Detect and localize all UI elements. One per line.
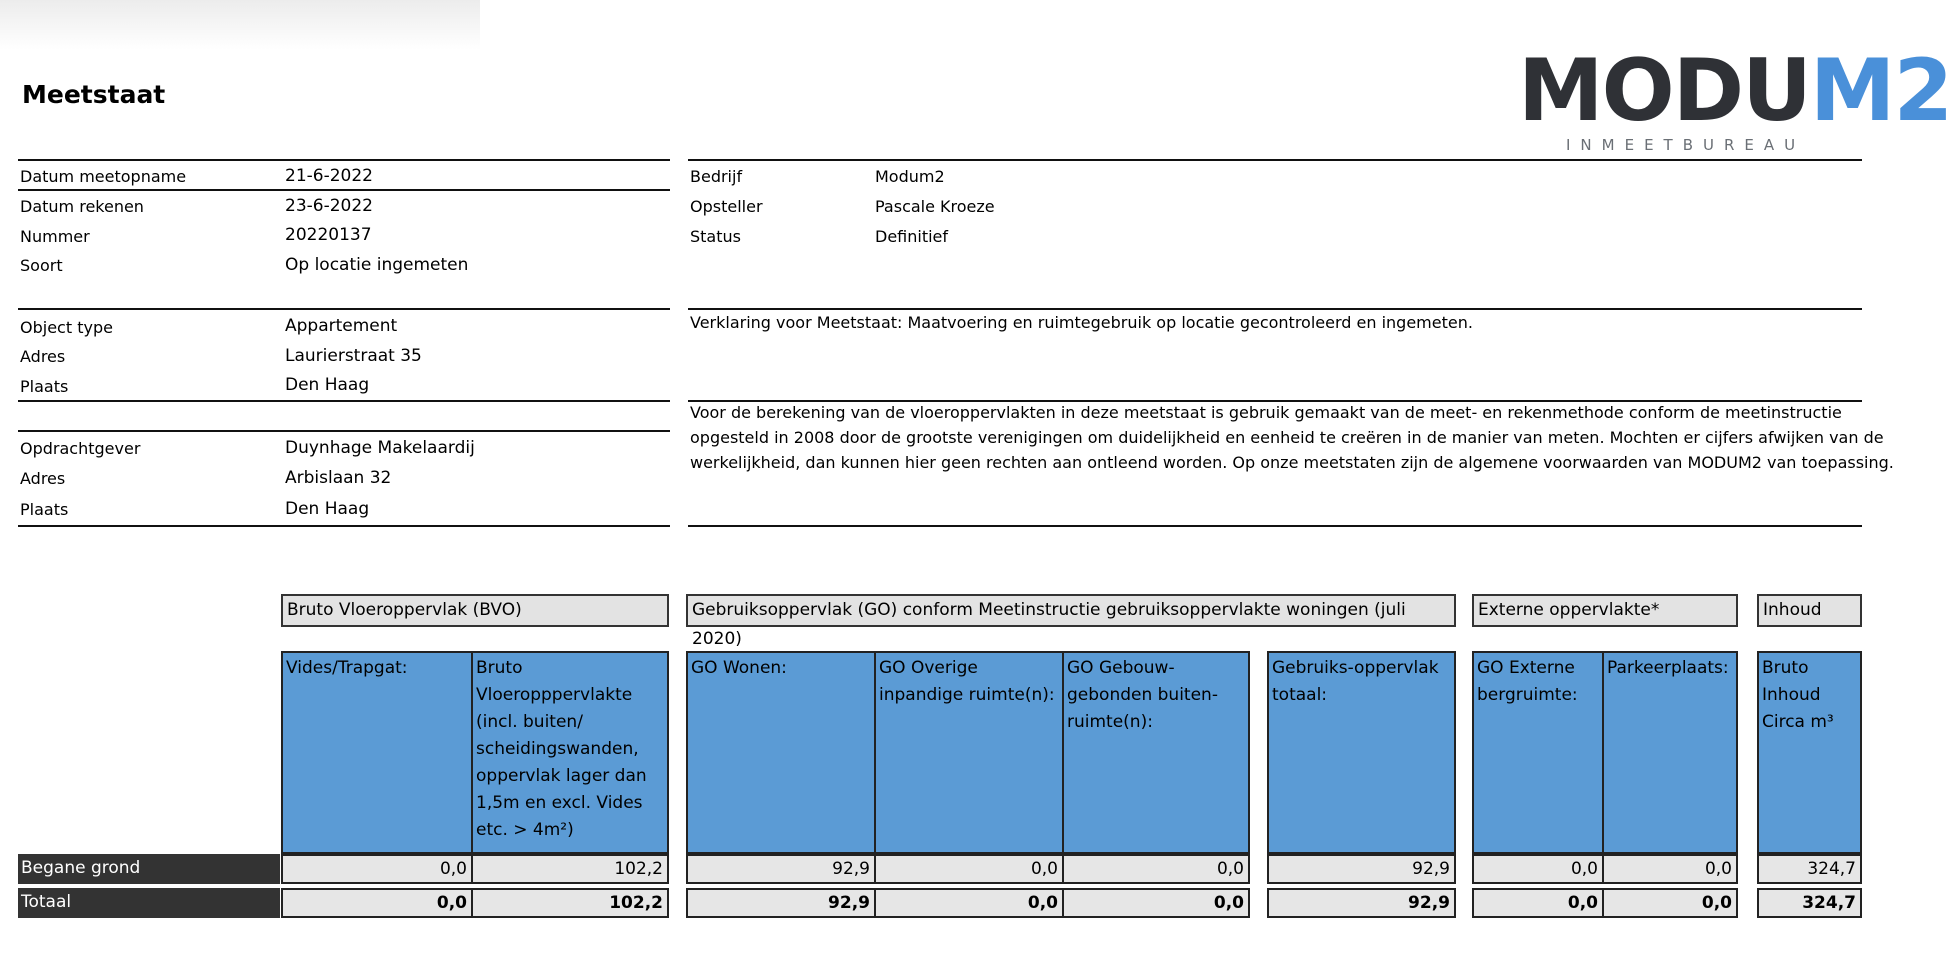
col-header-line: GO Gebouw- bbox=[1067, 658, 1175, 678]
col-header-line: Vides/Trapgat: bbox=[286, 658, 408, 678]
col-header-line: bergruimte: bbox=[1477, 685, 1578, 705]
group-bvo: Bruto Vloeroppervlak (BVO) bbox=[281, 594, 669, 627]
value-datum-rekenen: 23-6-2022 bbox=[285, 196, 373, 216]
col-header-line: Vloeropppervlakte bbox=[476, 685, 633, 705]
col-header-bruto-vloer bbox=[471, 651, 669, 854]
col-header-line: oppervlak lager dan bbox=[476, 766, 647, 786]
value-opsteller: Pascale Kroeze bbox=[875, 197, 995, 216]
col-header-go-externe bbox=[1472, 651, 1604, 854]
label-opsteller: Opsteller bbox=[690, 197, 763, 216]
col-header-gebruiks-totaal bbox=[1267, 651, 1456, 854]
disclaimer-line: opgesteld in 2008 door de grootste verenigingen om duidelijkheid en eenheid te creëren in de manier van meten. Mochten er cijfers afwijken van de bbox=[690, 428, 1884, 447]
label-status: Status bbox=[690, 227, 741, 246]
col-header-line: Circa m³ bbox=[1762, 712, 1834, 732]
value-object-plaats: Den Haag bbox=[285, 375, 370, 395]
label-client-adres: Adres bbox=[20, 469, 66, 488]
cell-bruto-inhoud-totaal: 324,7 bbox=[1757, 888, 1862, 918]
label-object-type: Object type bbox=[20, 318, 113, 337]
cell-gebruiks-totaal: 92,9 bbox=[1267, 854, 1456, 884]
value-opdrachtgever: Duynhage Makelaardij bbox=[285, 438, 475, 458]
label-object-plaats: Plaats bbox=[20, 377, 69, 396]
label-nummer: Nummer bbox=[20, 227, 90, 246]
value-bedrijf: Modum2 bbox=[875, 167, 945, 186]
logo-blue-text: M2 bbox=[1809, 41, 1951, 141]
label-soort: Soort bbox=[20, 256, 63, 275]
rule bbox=[688, 159, 1862, 161]
value-datum-meetopname: 21-6-2022 bbox=[285, 166, 373, 186]
col-header-line: Inhoud bbox=[1762, 685, 1821, 705]
rule bbox=[688, 308, 1862, 310]
value-nummer: 20220137 bbox=[285, 225, 372, 245]
col-header-line: Bruto bbox=[476, 658, 523, 678]
col-header-line: GO Externe bbox=[1477, 658, 1575, 678]
group-go: Gebruiksoppervlak (GO) conform Meetinstructie gebruiksoppervlakte woningen (juli 2020) bbox=[686, 594, 1456, 627]
col-header-line: gebonden buiten- bbox=[1067, 685, 1218, 705]
cell-parkeerplaats-totaal: 0,0 bbox=[1602, 888, 1738, 918]
company-logo bbox=[1518, 41, 1951, 158]
value-client-adres: Arbislaan 32 bbox=[285, 468, 392, 488]
col-header-line: ruimte(n): bbox=[1067, 712, 1153, 732]
logo-dark-text: MODU bbox=[1518, 41, 1810, 141]
value-object-adres: Laurierstraat 35 bbox=[285, 346, 422, 366]
value-soort: Op locatie ingemeten bbox=[285, 255, 469, 275]
col-header-go-wonen bbox=[686, 651, 876, 854]
disclaimer-line: werkelijkheid, dan kunnen hier geen rechten aan ontleend worden. Op onze meetstaten zijn de algemene voorwaarden van MODUM2 van toepassing. bbox=[690, 453, 1894, 472]
col-header-parkeerplaats bbox=[1602, 651, 1738, 854]
col-header-line: Parkeerplaats: bbox=[1607, 658, 1729, 678]
value-status: Definitief bbox=[875, 227, 949, 246]
cell-go-overige-totaal: 0,0 bbox=[874, 888, 1064, 918]
group-externe: Externe oppervlakte* bbox=[1472, 594, 1738, 627]
label-bedrijf: Bedrijf bbox=[690, 167, 743, 186]
cell-gebruiks-totaal-totaal: 92,9 bbox=[1267, 888, 1456, 918]
label-datum-meetopname: Datum meetopname bbox=[20, 167, 187, 186]
col-header-go-overige bbox=[874, 651, 1064, 854]
disclaimer-text bbox=[690, 400, 1894, 475]
rule bbox=[18, 308, 670, 310]
cell-go-gebouw-totaal: 0,0 bbox=[1062, 888, 1250, 918]
col-header-bruto-inhoud bbox=[1757, 651, 1862, 854]
group-inhoud: Inhoud bbox=[1757, 594, 1862, 627]
logo-subtitle: INMEETBUREAU bbox=[1566, 136, 1806, 154]
label-opdrachtgever: Opdrachtgever bbox=[20, 439, 141, 458]
cell-go-wonen: 92,9 bbox=[686, 854, 876, 884]
col-header-line: (incl. buiten/ bbox=[476, 712, 583, 732]
cell-go-wonen-totaal: 92,9 bbox=[686, 888, 876, 918]
col-header-line: 1,5m en excl. Vides bbox=[476, 793, 643, 813]
rule bbox=[18, 430, 670, 432]
col-header-line: totaal: bbox=[1272, 685, 1328, 705]
cell-go-externe: 0,0 bbox=[1472, 854, 1604, 884]
cell-vides-totaal: 0,0 bbox=[281, 888, 473, 918]
row-label-begane-grond: Begane grond bbox=[18, 854, 280, 884]
label-client-plaats: Plaats bbox=[20, 500, 69, 519]
cell-bruto-vloer: 102,2 bbox=[471, 854, 669, 884]
cell-bruto-vloer-totaal: 102,2 bbox=[471, 888, 669, 918]
rule bbox=[18, 189, 670, 191]
cell-go-gebouw: 0,0 bbox=[1062, 854, 1250, 884]
col-header-line: Bruto bbox=[1762, 658, 1809, 678]
cell-bruto-inhoud: 324,7 bbox=[1757, 854, 1862, 884]
col-header-line: inpandige ruimte(n): bbox=[879, 685, 1055, 705]
col-header-line: GO Overige bbox=[879, 658, 978, 678]
col-header-line: Gebruiks-oppervlak bbox=[1272, 658, 1439, 678]
cell-go-overige: 0,0 bbox=[874, 854, 1064, 884]
statement-text: Verklaring voor Meetstaat: Maatvoering en ruimtegebruik op locatie gecontroleerd en ingemeten. bbox=[690, 313, 1473, 332]
col-header-go-gebouw bbox=[1062, 651, 1250, 854]
value-object-type: Appartement bbox=[285, 316, 398, 336]
scan-shadow bbox=[0, 0, 480, 50]
col-header-line: etc. > 4m²) bbox=[476, 820, 574, 840]
row-label-totaal: Totaal bbox=[18, 888, 280, 918]
label-object-adres: Adres bbox=[20, 347, 66, 366]
rule bbox=[18, 159, 670, 161]
cell-parkeerplaats: 0,0 bbox=[1602, 854, 1738, 884]
rule bbox=[18, 525, 670, 527]
col-header-line: GO Wonen: bbox=[691, 658, 787, 678]
label-datum-rekenen: Datum rekenen bbox=[20, 197, 144, 216]
col-header-vides bbox=[281, 651, 473, 854]
page-title: Meetstaat bbox=[22, 80, 166, 109]
cell-go-externe-totaal: 0,0 bbox=[1472, 888, 1604, 918]
col-header-line: scheidingswanden, bbox=[476, 739, 639, 759]
rule bbox=[18, 400, 670, 402]
value-client-plaats: Den Haag bbox=[285, 499, 370, 519]
cell-vides: 0,0 bbox=[281, 854, 473, 884]
rule bbox=[688, 525, 1862, 527]
disclaimer-line: Voor de berekening van de vloeroppervlakten in deze meetstaat is gebruik gemaakt van de meet- en rekenmethode conform de meetinstructie bbox=[690, 403, 1842, 422]
